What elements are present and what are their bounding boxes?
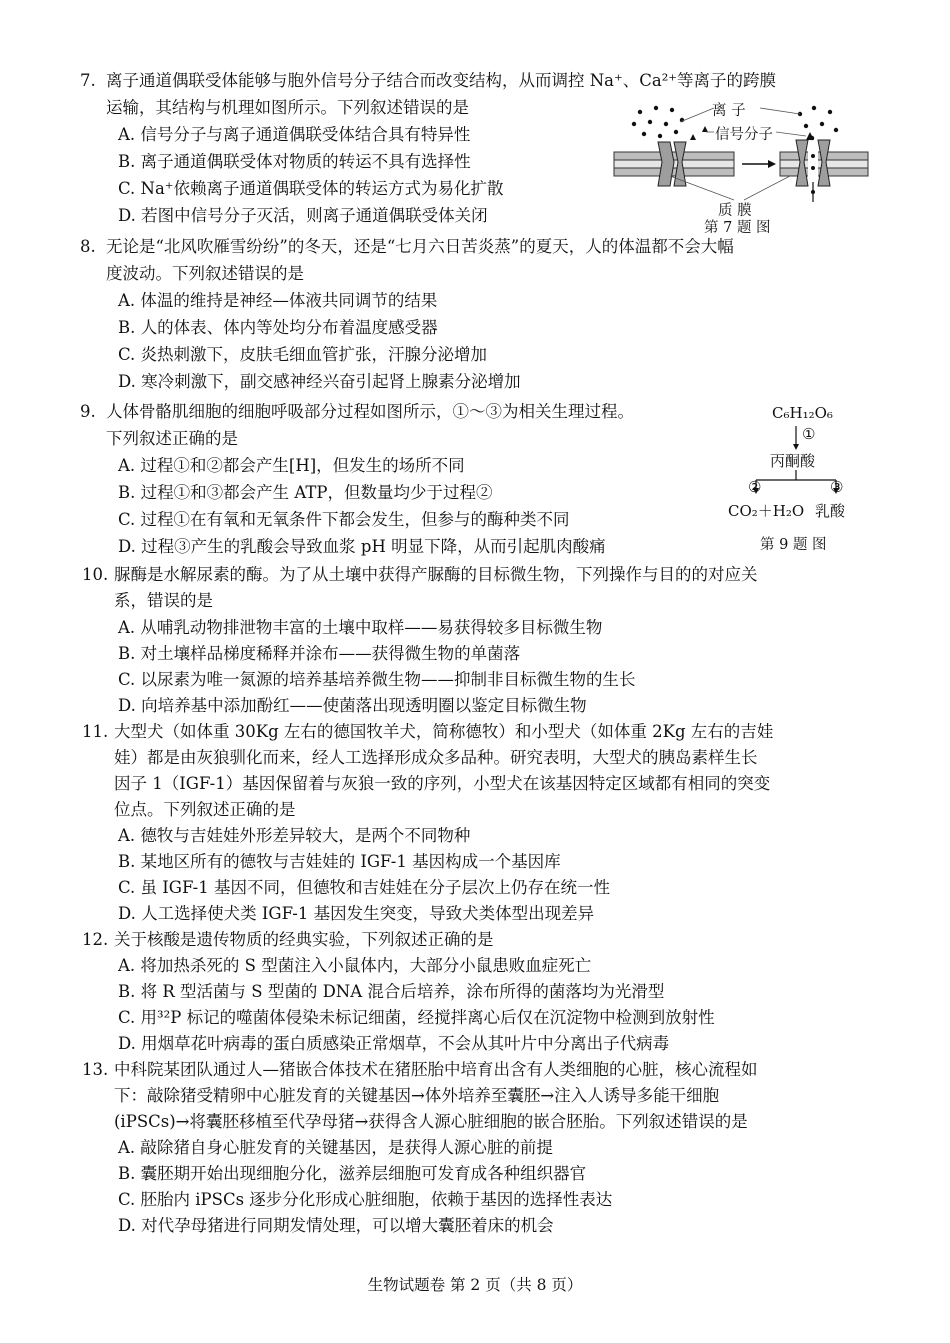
q9-option-b: B. 过程①和③都会产生 ATP，但数量均少于过程② [118,483,493,502]
q13-stem-line-2: 下：敲除猪受精卵中心脏发育的关键基因→体外培养至囊胚→注入人诱导多能干细胞 [114,1086,720,1105]
q13-option-c: C. 胚胎内 iPSCs 逐步分化形成心脏细胞，依赖于基因的选择性表达 [118,1190,613,1209]
q9-stem-line-1: 人体骨骼肌细胞的细胞呼吸部分过程如图所示，①～③为相关生理过程。 [106,402,634,421]
q8-stem-line-2: 度波动。下列叙述错误的是 [106,264,304,283]
q9-products-lactate: 乳酸 [815,502,846,520]
q11-number: 11. [82,722,109,741]
q10-option-a: A. 从哺乳动物排泄物丰富的土壤中取样——易获得较多目标微生物 [118,618,603,637]
membrane-left-bottom [614,168,734,176]
q7-stem-line-2: 运输，其结构与机理如图所示。下列叙述错误的是 [106,98,469,117]
q12-option-a: A. 将加热杀死的 S 型菌注入小鼠体内，大部分小鼠患败血症死亡 [118,956,592,975]
q7-number: 7. [80,71,96,90]
q7-option-c: C. Na⁺依赖离子通道偶联受体的转运方式为易化扩散 [118,179,504,198]
ion-dots-right [798,106,838,140]
q7-stem-line-1: 离子通道偶联受体能够与胞外信号分子结合而改变结构，从而调控 Na⁺、Ca²⁺等离子的跨膜 [106,71,777,90]
q11-option-a: A. 德牧与吉娃娃外形差异较大，是两个不同物种 [118,826,471,845]
q8-option-b: B. 人的体表、体内等处均分布着温度感受器 [118,318,438,337]
ion-dots-left [632,106,684,138]
q9-step2-label: ② [748,478,762,496]
q11-stem-line-4: 位点。下列叙述正确的是 [114,800,296,819]
q11-option-b: B. 某地区所有的德牧与吉娃娃的 IGF-1 基因构成一个基因库 [118,852,561,871]
q13-option-b: B. 囊胚期开始出现细胞分化，滋养层细胞可发育成各种组织器官 [118,1164,587,1183]
q9-step1-label: ① [802,425,816,443]
q9-figure-caption: 第 9 题 图 [760,537,827,553]
q12-option-b: B. 将 R 型活菌与 S 型菌的 DNA 混合后培养，涂布所得的菌落均为光滑型 [118,982,665,1001]
q9-step3-label: ③ [830,478,844,496]
q8-option-c: C. 炎热刺激下，皮肤毛细血管扩张，汗腺分泌增加 [118,345,488,364]
q9-stem-line-2: 下列叙述正确的是 [106,429,238,448]
q9-products-aerobic: CO₂＋H₂O [728,502,805,520]
q11-stem-line-3: 因子 1（IGF-1）基因保留着与灰狼一致的序列，小型犬在该基因特定区域都有相同的突变 [114,774,771,793]
q13-stem-line-1: 中科院某团队通过人—猪嵌合体技术在猪胚胎中培育出含有人类细胞的心脏，核心流程如 [114,1060,758,1079]
q11-option-c: C. 虽 IGF-1 基因不同，但德牧和吉娃娃在分子层次上仍存在统一性 [118,878,610,897]
q9-number: 9. [80,402,96,421]
q7-option-d: D. 若图中信号分子灭活，则离子通道偶联受体关闭 [118,206,488,225]
q9-option-d: D. 过程③产生的乳酸会导致血浆 pH 明显下降，从而引起肌肉酸痛 [118,537,606,556]
q9-option-c: C. 过程①在有氧和无氧条件下都会发生，但参与的酶种类不同 [118,510,570,529]
signal-label-line-right [776,132,806,136]
membrane-label-line-right [744,176,790,200]
q8-option-a: A. 体温的维持是神经—体液共同调节的结果 [118,291,438,310]
q12-option-d: D. 用烟草花叶病毒的蛋白质感染正常烟草，不会从其叶片中分离出子代病毒 [118,1034,670,1053]
q10-option-d: D. 向培养基中添加酚红——使菌落出现透明圈以鉴定目标微生物 [118,696,587,715]
q7-option-a: A. 信号分子与离子通道偶联受体结合具有特异性 [118,125,471,144]
q11-option-d: D. 人工选择使犬类 IGF-1 基因发生突变，导致犬类体型出现差异 [118,904,595,923]
q13-option-d: D. 对代孕母猪进行同期发情处理，可以增大囊胚着床的机会 [118,1216,554,1235]
page-footer: 生物试题卷 第 2 页（共 8 页） [367,1276,583,1294]
signal-molecules [690,126,708,140]
membrane-left-top [614,152,734,160]
q13-stem-line-3: (iPSCs)→将囊胚移植至代孕母猪→获得含人源心脏细胞的嵌合胚胎。下列叙述错误的是 [114,1112,748,1131]
q8-number: 8. [80,237,96,256]
ion-label-line-left [680,108,714,122]
q9-pyruvate: 丙酮酸 [770,452,816,470]
q7-label-membrane: 质 膜 [718,203,752,219]
q10-option-b: B. 对土壤样品梯度稀释并涂布——获得微生物的单菌落 [118,644,521,663]
membrane-label-line-left [670,176,734,200]
q7-option-b: B. 离子通道偶联受体对物质的转运不具有选择性 [118,152,471,171]
q13-option-a: A. 敲除猪自身心脏发育的关键基因，是获得人源心脏的前提 [118,1138,553,1157]
channel-pore [808,148,818,180]
q8-stem-line-1: 无论是“北风吹雁雪纷纷”的冬天，还是“七月六日苦炎蒸”的夏天，人的体温都不会大幅 [106,237,734,256]
q7-label-ion: 离 子 [712,103,746,119]
q13-number: 13. [82,1060,109,1079]
q7-figure-caption: 第 7 题 图 [704,220,771,236]
transition-arrow-head [768,160,776,168]
q7-label-signal: 信号分子 [715,127,773,143]
q11-stem-line-2: 娃）都是由灰狼驯化而来，经人工选择形成众多品种。研究表明，大型犬的胰岛素样生长 [114,748,758,767]
q11-stem-line-1: 大型犬（如体重 30Kg 左右的德国牧羊犬，简称德牧）和小型犬（如体重 2Kg 左右的吉娃 [114,722,774,741]
q9-glucose: C₆H₁₂O₆ [772,404,833,422]
q10-stem-line-1: 脲酶是水解尿素的酶。为了从土壤中获得产脲酶的目标微生物，下列操作与目的的对应关 [114,565,758,584]
q10-number: 10. [82,565,109,584]
q8-option-d: D. 寒冷刺激下，副交感神经兴奋引起肾上腺素分泌增加 [118,372,521,391]
q10-option-c: C. 以尿素为唯一氮源的培养基培养微生物——抑制非目标微生物的生长 [118,670,636,689]
q9-option-a: A. 过程①和②都会产生[H]，但发生的场所不同 [118,456,465,475]
q12-number: 12. [82,930,109,949]
q12-stem-line-1: 关于核酸是遗传物质的经典实验，下列叙述正确的是 [114,930,494,949]
q10-stem-line-2: 系，错误的是 [114,591,213,610]
ion-label-line-right [760,108,800,114]
q12-option-c: C. 用³²P 标记的噬菌体侵染未标记细菌，经搅拌离心后仅在沉淀物中检测到放射性 [118,1008,715,1027]
